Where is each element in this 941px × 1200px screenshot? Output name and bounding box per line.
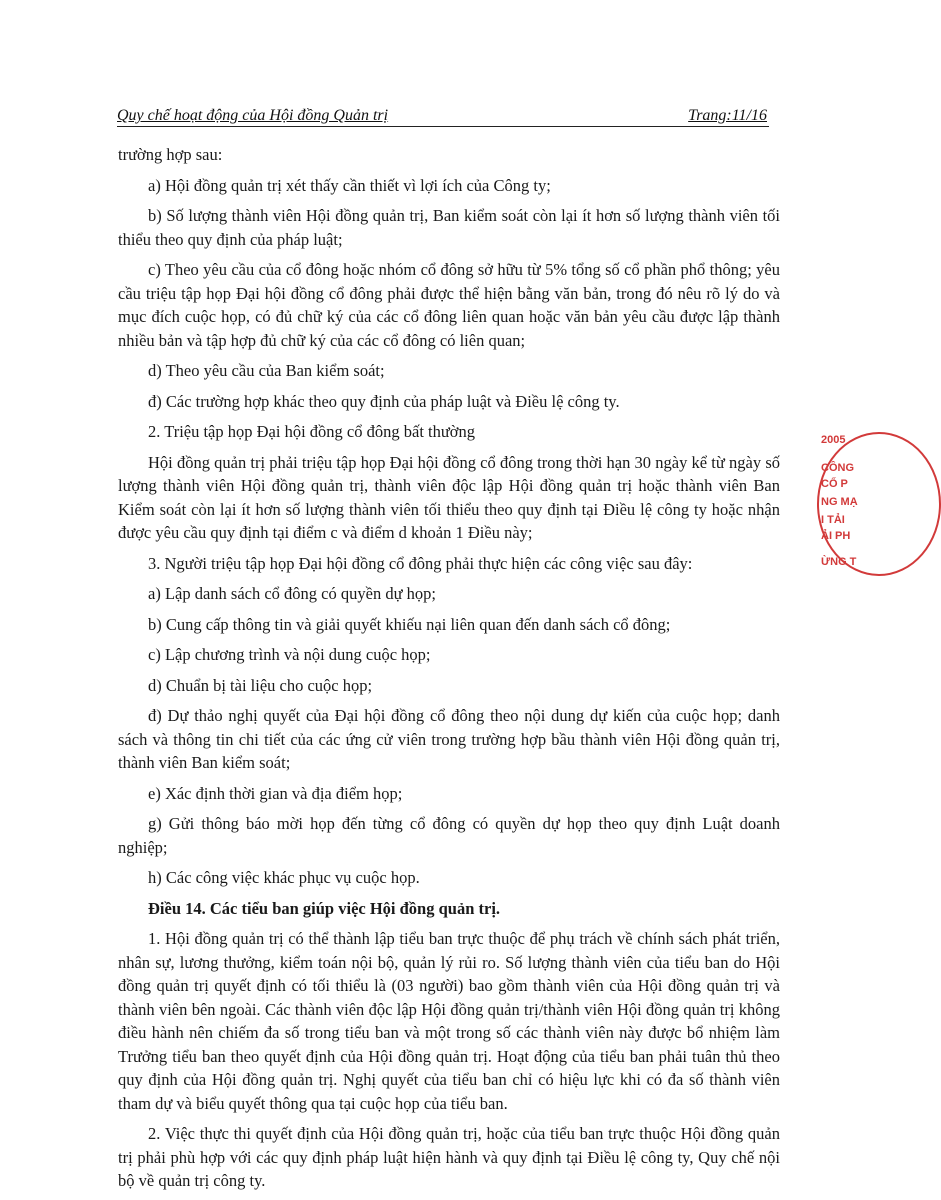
paragraph: a) Lập danh sách cổ đông có quyền dự họp; — [148, 584, 436, 603]
document-body — [118, 143, 780, 1200]
stamp-text: NG MẠ — [821, 496, 858, 508]
paragraph: c) Lập chương trình và nội dung cuộc họp; — [148, 645, 431, 664]
paragraph: g) Gửi thông báo mời họp đến từng cổ đông có quyền dự họp theo quy định Luật doanh nghiệp; — [118, 814, 780, 857]
company-seal-stamp — [813, 428, 873, 578]
paragraph: 2. Triệu tập họp Đại hội đồng cổ đông bất thường — [148, 422, 476, 441]
stamp-text: 2005 — [821, 434, 846, 446]
paragraph: trường hợp sau: — [118, 145, 223, 164]
paragraph: Hội đồng quản trị phải triệu tập họp Đại hội đồng cổ đông trong thời hạn 30 ngày kể từ ngày số lượng thành viên Hội đồng quản trị, thành viên độc lập Hội đồng quản trị hoặc thành viên Ban Kiểm soát còn lại ít hơn số lượng thành viên tối thiểu theo quy định tại Điều lệ công ty hoặc nhận được yêu cầu quy định tại điểm c và điểm d khoản 1 Điều này; — [118, 452, 780, 542]
article-heading: Điều 14. Các tiểu ban giúp việc Hội đồng quản trị. — [148, 898, 501, 918]
page-header — [117, 104, 769, 127]
paragraph: 2. Việc thực thi quyết định của Hội đồng quản trị, hoặc của tiểu ban trực thuộc Hội đồng quản trị phải phù hợp với các quy định pháp luật hiện hành và quy định tại Điều lệ công ty, Quy chế nội bộ về quản trị công ty. — [118, 1124, 780, 1190]
paragraph: h) Các công việc khác phục vụ cuộc họp. — [148, 868, 420, 887]
page-number: Trang:11/16 — [688, 107, 767, 124]
paragraph: b) Số lượng thành viên Hội đồng quản trị, Ban kiểm soát còn lại ít hơn số lượng thành viên tối thiểu theo quy định của pháp luật; — [118, 206, 780, 249]
stamp-text: I TẢI — [821, 514, 845, 526]
paragraph: c) Theo yêu cầu của cổ đông hoặc nhóm cổ đông sở hữu từ 5% tổng số cổ phần phổ thông; yêu cầu triệu tập họp Đại hội đồng cổ đông phải được thể hiện bằng văn bản, trong đó nêu rõ lý do và mục đích cuộc họp, có đủ chữ ký của các cổ đông liên quan hoặc văn bản yêu cầu được lập thành nhiều bản và tập hợp đủ chữ ký của các cổ đông có liên quan; — [118, 260, 780, 350]
paragraph: e) Xác định thời gian và địa điểm họp; — [148, 783, 403, 803]
paragraph: d) Theo yêu cầu của Ban kiểm soát; — [148, 361, 385, 380]
paragraph: d) Chuẩn bị tài liệu cho cuộc họp; — [148, 675, 373, 695]
stamp-text: CỔ P — [821, 478, 848, 490]
paragraph: 1. Hội đồng quản trị có thể thành lập tiểu ban trực thuộc để phụ trách về chính sách phát triển, nhân sự, lương thưởng, kiểm toán nội bộ, quản lý rủi ro. Số lượng thành viên của tiểu ban do Hội đồng quản trị quyết định có tối thiểu là (03 người) bao gồm thành viên của Hội đồng quản trị và thành viên bên ngoài. Các thành viên độc lập Hội đồng quản trị/thành viên Hội đồng quản trị không điều hành nên chiếm đa số trong tiểu ban và một trong số các thành viên này được bổ nhiệm làm Trưởng tiểu ban theo quyết định của Hội đồng quản trị. Hoạt động của tiểu ban phải tuân thủ theo quy định của Hội đồng quản trị. Nghị quyết của tiểu ban chỉ có hiệu lực khi có đa số thành viên tham dự và biểu quyết thông qua tại cuộc họp của tiểu ban. — [118, 929, 780, 1113]
paragraph: b) Cung cấp thông tin và giải quyết khiếu nại liên quan đến danh sách cổ đông; — [148, 614, 671, 634]
document-title: Quy chế hoạt động của Hội đồng Quản trị — [117, 107, 389, 124]
stamp-text: ỪNG T — [821, 556, 857, 568]
paragraph: a) Hội đồng quản trị xét thấy cần thiết vì lợi ích của Công ty; — [148, 175, 551, 195]
paragraph: đ) Các trường hợp khác theo quy định của pháp luật và Điều lệ công ty. — [148, 391, 620, 411]
stamp-text: CÔNG — [821, 462, 854, 474]
paragraph: 3. Người triệu tập họp Đại hội đồng cổ đông phải thực hiện các công việc sau đây: — [148, 553, 693, 573]
stamp-text: ẢI PH — [821, 530, 851, 542]
paragraph: đ) Dự thảo nghị quyết của Đại hội đồng cổ đông theo nội dung dự kiến của cuộc họp; danh sách và thông tin chi tiết của các ứng cử viên trong trường hợp bầu thành viên Hội đồng quản trị, thành viên Ban kiểm soát; — [118, 706, 780, 772]
